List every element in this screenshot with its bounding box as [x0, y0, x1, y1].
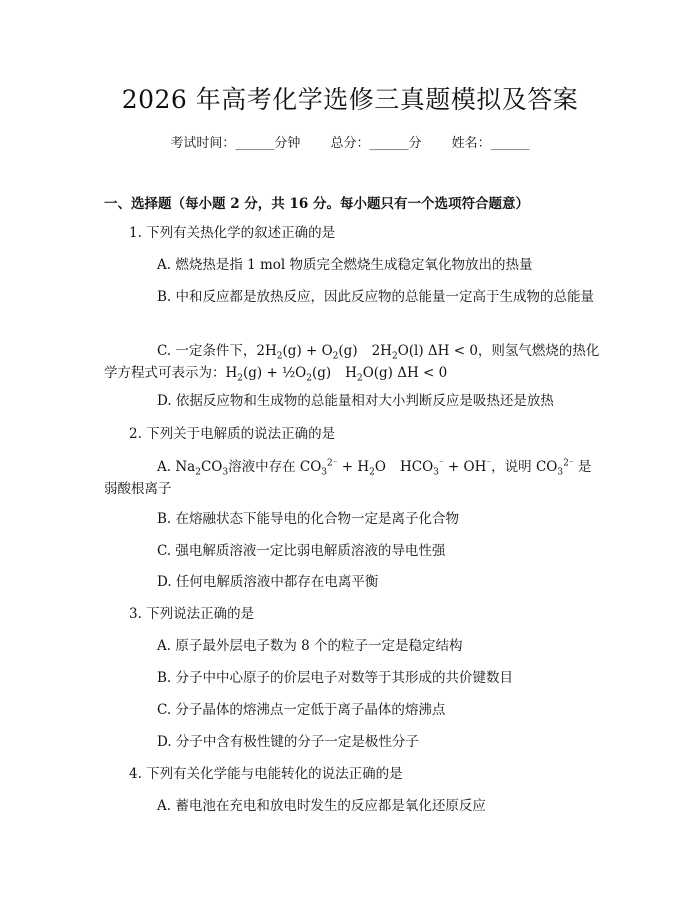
question-3-option-a: A. 原子最外层电子数为 8 个的粒子一定是稳定结构: [157, 638, 463, 654]
question-4-stem: 4. 下列有关化学能与电能转化的说法正确的是: [129, 766, 403, 782]
question-1-stem: 1. 下列有关热化学的叙述正确的是: [129, 225, 336, 241]
time-label: 考试时间：______分钟: [170, 136, 301, 151]
score-label: 总分：______分: [330, 136, 422, 151]
question-3-option-d: D. 分子中含有极性键的分子一定是极性分子: [157, 734, 419, 750]
exam-meta: [0, 132, 700, 151]
question-2-option-c: C. 强电解质溶液一定比弱电解质溶液的导电性强: [157, 543, 446, 559]
name-label: 姓名：______: [451, 136, 530, 151]
question-1-option-d: D. 依据反应物和生成物的总能量相对大小判断反应是吸热还是放热: [157, 393, 554, 409]
question-1-option-b: B. 中和反应都是放热反应，因此反应物的总能量一定高于生成物的总能量: [157, 289, 595, 305]
question-1-option-c: C. 一定条件下，$2H_2(g) + O_2(g)$ $2H_2O(l) \Delta H < 0$，则氢气燃烧的热化学方程式可表示为：$H_2(g)$ + $\frac{1}{2}O_2(g)$ $H_2O(g) \Delta H < 0$: [104, 343, 600, 384]
question-2-option-a: A. $Na_2CO_3$溶液中存在 $CO_3^{2^-} + H_2O$ $HCO_3^{^-} + OH^{^-}$，说明 $CO_3^{2^-}$ 是弱酸根离子: [104, 458, 592, 497]
question-2-stem: 2. 下列关于电解质的说法正确的是: [129, 426, 336, 442]
question-2-option-b: B. 在熔融状态下能导电的化合物一定是离子化合物: [157, 511, 460, 527]
question-4-option-a: A. 蓄电池在充电和放电时发生的反应都是氧化还原反应: [157, 798, 486, 814]
section-heading: 一、选择题（每小题 2 分，共 16 分。每小题只有一个选项符合题意）: [104, 196, 529, 212]
question-1-option-a: A. 燃烧热是指 1 mol 物质完全燃烧生成稳定氧化物放出的热量: [157, 257, 533, 273]
question-3-option-b: B. 分子中中心原子的价层电子对数等于其形成的共价键数目: [157, 670, 514, 686]
question-3-option-c: C. 分子晶体的熔沸点一定低于离子晶体的熔沸点: [157, 702, 446, 718]
page-title: 2026 年高考化学选修三真题模拟及答案: [121, 85, 579, 114]
question-2-option-d: D. 任何电解质溶液中都存在电离平衡: [157, 574, 379, 590]
question-3-stem: 3. 下列说法正确的是: [129, 606, 255, 622]
